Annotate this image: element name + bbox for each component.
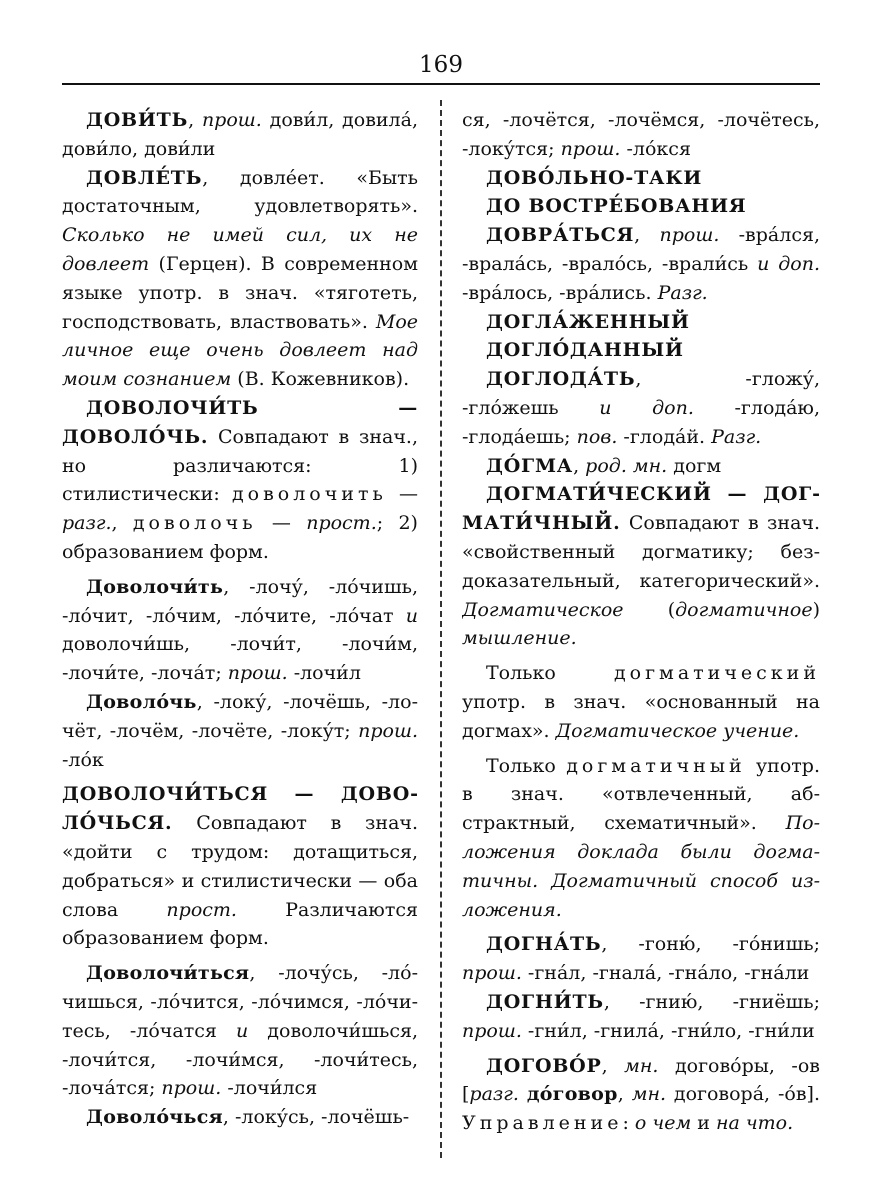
entry-text: прош.	[358, 719, 418, 742]
entry-text: прост.	[306, 512, 377, 535]
entry-text: -глода́ю, -глода́ешь;	[462, 396, 820, 448]
entry-text: Догматическое учение.	[555, 719, 800, 742]
entry-text: ,	[188, 109, 202, 131]
entry-text: употр. в знач. «основанный на догмах».	[462, 690, 820, 742]
entry-text: догматический	[613, 662, 820, 685]
entry-text: , -лочу́, -ло́чишь, -ло́чит, -ло́чим, -ло́чите, -ло́чат	[62, 575, 418, 627]
entry-text: разг.	[469, 1083, 519, 1106]
entry-text: и	[405, 604, 418, 627]
dictionary-entry	[462, 336, 820, 365]
dictionary-entry	[62, 394, 418, 567]
dictionary-entry	[462, 106, 820, 164]
dictionary-entry	[62, 106, 418, 164]
entry-text: , -гоню́, -го́нишь;	[601, 933, 820, 956]
headword: ДОВРА́ТЬСЯ	[486, 224, 635, 247]
entry-text: и доп.	[599, 396, 694, 419]
entry-text: ,	[573, 454, 586, 477]
entry-text: -лочи́л	[287, 662, 361, 685]
headword: ДОВЛЕ́ТЬ	[86, 166, 203, 189]
dictionary-entry	[462, 988, 820, 1046]
entry-text: разг.	[62, 512, 112, 535]
dictionary-entry	[62, 1103, 418, 1132]
entry-text: мн.	[631, 1083, 666, 1106]
entry-text: и доп.	[757, 252, 820, 275]
entry-text: прош.	[227, 662, 288, 685]
entry-text: Совпадают в знач. «дойти с трудом: дотащиться, добраться» и стилистически — оба слова	[62, 812, 418, 921]
entry-text: и	[691, 1112, 716, 1135]
entry-text: , -локу́, -лочёшь, -лочёт, -лочём, -лочёте, -локу́т;	[62, 690, 418, 742]
dictionary-entry	[62, 780, 418, 953]
entry-text: прош.	[659, 224, 720, 247]
entry-text: -вра́лся, -врала́сь, -врало́сь, -врали́сь	[462, 224, 820, 275]
entry-text: (В. Кожевников).	[231, 368, 410, 391]
dictionary-entry	[462, 1052, 820, 1138]
headword: до́говор	[526, 1083, 618, 1106]
dictionary-entry	[62, 959, 418, 1103]
entry-text: мышление.	[462, 627, 577, 650]
entry-text: ,	[111, 512, 133, 535]
entry-text: пов.	[576, 425, 618, 448]
headword: ДОГЛА́ЖЕННЫЙ	[486, 310, 690, 333]
dictionary-entry	[62, 573, 418, 688]
entry-text: Положения доклада были догматичны. Догматичный способ изложения.	[462, 812, 820, 921]
entry-text: Совпадают в знач., но различаются: 1) стилистически:	[62, 425, 418, 506]
headword: ДОГОВО́Р	[486, 1054, 602, 1077]
entry-text: Догматическое	[462, 598, 624, 621]
entry-text: —	[256, 512, 307, 535]
dictionary-entry	[462, 164, 820, 193]
entry-text: употр. в знач. «отвлеченный, абстрактный, схематичный».	[462, 754, 820, 835]
entry-text: , -локу́сь, -лочёшь-	[222, 1106, 410, 1129]
entry-text: —	[386, 483, 418, 506]
entry-text: Совпадают в знач. «свойственный догматику; бездоказательный, категорический».	[462, 512, 820, 592]
entry-text: (	[623, 598, 676, 621]
headword: ДОГМАТИ́ЧЕСКИЙ — ДОГМАТИ́ЧНЫЙ.	[462, 483, 820, 535]
headword: ДОГНИ́ТЬ	[486, 990, 604, 1013]
entry-text: доволочи́шь, -лочи́т, -лочи́м, -лочи́те, -лоча́т;	[62, 633, 418, 685]
entry-text: прош.	[560, 137, 621, 160]
entry-text: -ло́кся	[620, 137, 691, 160]
entry-text: прост.	[166, 898, 237, 921]
column-divider	[440, 100, 442, 1158]
entry-text: , -гложу́, -гло́жешь	[462, 368, 820, 419]
entry-text: Сколько не имей сил, их не довлеет	[62, 224, 418, 275]
entry-text	[519, 1083, 527, 1105]
dictionary-entry	[62, 164, 418, 394]
headword: Доволочи́ться	[86, 962, 250, 985]
entry-text: -глода́й.	[617, 425, 712, 448]
entry-text: :	[622, 1112, 635, 1135]
page-number: 169	[419, 52, 463, 78]
entry-text: Разг.	[657, 281, 708, 304]
entry-text: Управление	[462, 1112, 623, 1135]
dictionary-entry	[462, 308, 820, 337]
headword: ДО́ГМА	[486, 454, 574, 477]
entry-text: -лочи́лся	[221, 1077, 318, 1100]
entry-text: прош.	[161, 1077, 222, 1100]
entry-text: догматичный	[566, 754, 746, 777]
entry-text: ; 2) образованием форм.	[62, 512, 418, 563]
headword: ДОВОЛОЧИ́ТЬСЯ — ДОВОЛО́ЧЬСЯ.	[62, 783, 418, 835]
entry-text: и	[235, 1019, 249, 1042]
entry-text: ся, -лочётся, -лочёмся, -лочётесь, -локу́тся;	[462, 109, 820, 160]
entry-text: на что.	[715, 1112, 794, 1135]
dictionary-entry	[462, 752, 820, 925]
headword: Доволочи́ть	[86, 575, 224, 598]
dictionary-entry	[462, 480, 820, 653]
entry-text: дови́л, довила́, дови́ло, дови́ли	[62, 109, 418, 160]
dictionary-entry	[462, 221, 820, 307]
entry-text: Только	[486, 754, 567, 777]
entry-text: доволочь	[132, 512, 257, 535]
left-column	[62, 106, 418, 1166]
entry-text: прош.	[462, 1019, 522, 1042]
entry-text: о чем	[634, 1112, 692, 1135]
headword: Доволо́чь	[86, 690, 197, 713]
entry-text: догово́ры, -ов [	[462, 1054, 820, 1106]
headword: ДОГЛО́ДАННЫЙ	[486, 339, 684, 362]
entry-text: Мое личное еще очень довлеет над моим сознанием	[62, 310, 418, 391]
entry-text: мн.	[624, 1054, 659, 1077]
entry-text: ,	[617, 1083, 632, 1106]
entry-text: Различаются образованием форм.	[62, 898, 418, 950]
entry-text: Только	[486, 662, 614, 685]
headword: Доволо́чься	[86, 1106, 223, 1129]
headword: ДО ВОСТРЕ́БОВАНИЯ	[486, 195, 747, 218]
dictionary-entry	[462, 659, 820, 745]
entry-text: доволочи́шься, -лочи́тся, -лочи́мся, -лочи́тесь, -лоча́тся;	[62, 1019, 418, 1100]
headword: ДОВИ́ТЬ	[86, 109, 189, 131]
entry-text: догм	[667, 454, 722, 477]
headword: ДОГЛОДА́ТЬ	[486, 368, 636, 391]
dictionary-entry	[462, 452, 820, 481]
entry-text: (Герцен). В современном языке употр. в знач. «тяготеть, господствовать, властвовать».	[62, 252, 418, 333]
entry-text: ,	[634, 224, 660, 247]
headword: ДОГНА́ТЬ	[486, 933, 602, 956]
entry-text: , довле́ет. «Быть достаточным, удовлетворять».	[62, 166, 418, 218]
entry-text: прош.	[462, 962, 522, 985]
entry-text: догматичное	[675, 598, 813, 621]
entry-text: )	[812, 598, 820, 621]
dictionary-entry	[462, 192, 820, 221]
entry-text: , -лочу́сь, -ло́чишься, -ло́чится, -ло́чимся, -ло́читесь, -ло́чатся	[62, 962, 418, 1042]
entry-text: договора́, -о́в].	[666, 1083, 820, 1106]
right-column	[462, 106, 820, 1166]
entry-text: прош.	[201, 109, 262, 131]
header-rule	[62, 83, 820, 85]
entry-text: ,	[601, 1054, 625, 1077]
entry-text: -гна́л, -гнала́, -гна́ло, -гна́ли	[521, 962, 810, 985]
entry-text: -ло́к	[62, 748, 104, 771]
entry-text: , -гнию́, -гниёшь;	[603, 990, 820, 1013]
dictionary-entry	[462, 365, 820, 451]
entry-text: -вра́лось, -вра́лись.	[462, 281, 658, 304]
dictionary-entry	[62, 688, 418, 774]
dictionary-entry	[462, 930, 820, 988]
entry-text: доволочить	[231, 483, 387, 506]
headword: ДОВОЛОЧИ́ТЬ — ДОВОЛО́ЧЬ.	[62, 396, 418, 448]
entry-text: Разг.	[711, 425, 762, 448]
headword: ДОВО́ЛЬНО-ТАКИ	[486, 166, 703, 189]
entry-text: -гни́л, -гнила́, -гни́ло, -гни́ли	[521, 1019, 815, 1042]
entry-text: род. мн.	[585, 454, 668, 477]
